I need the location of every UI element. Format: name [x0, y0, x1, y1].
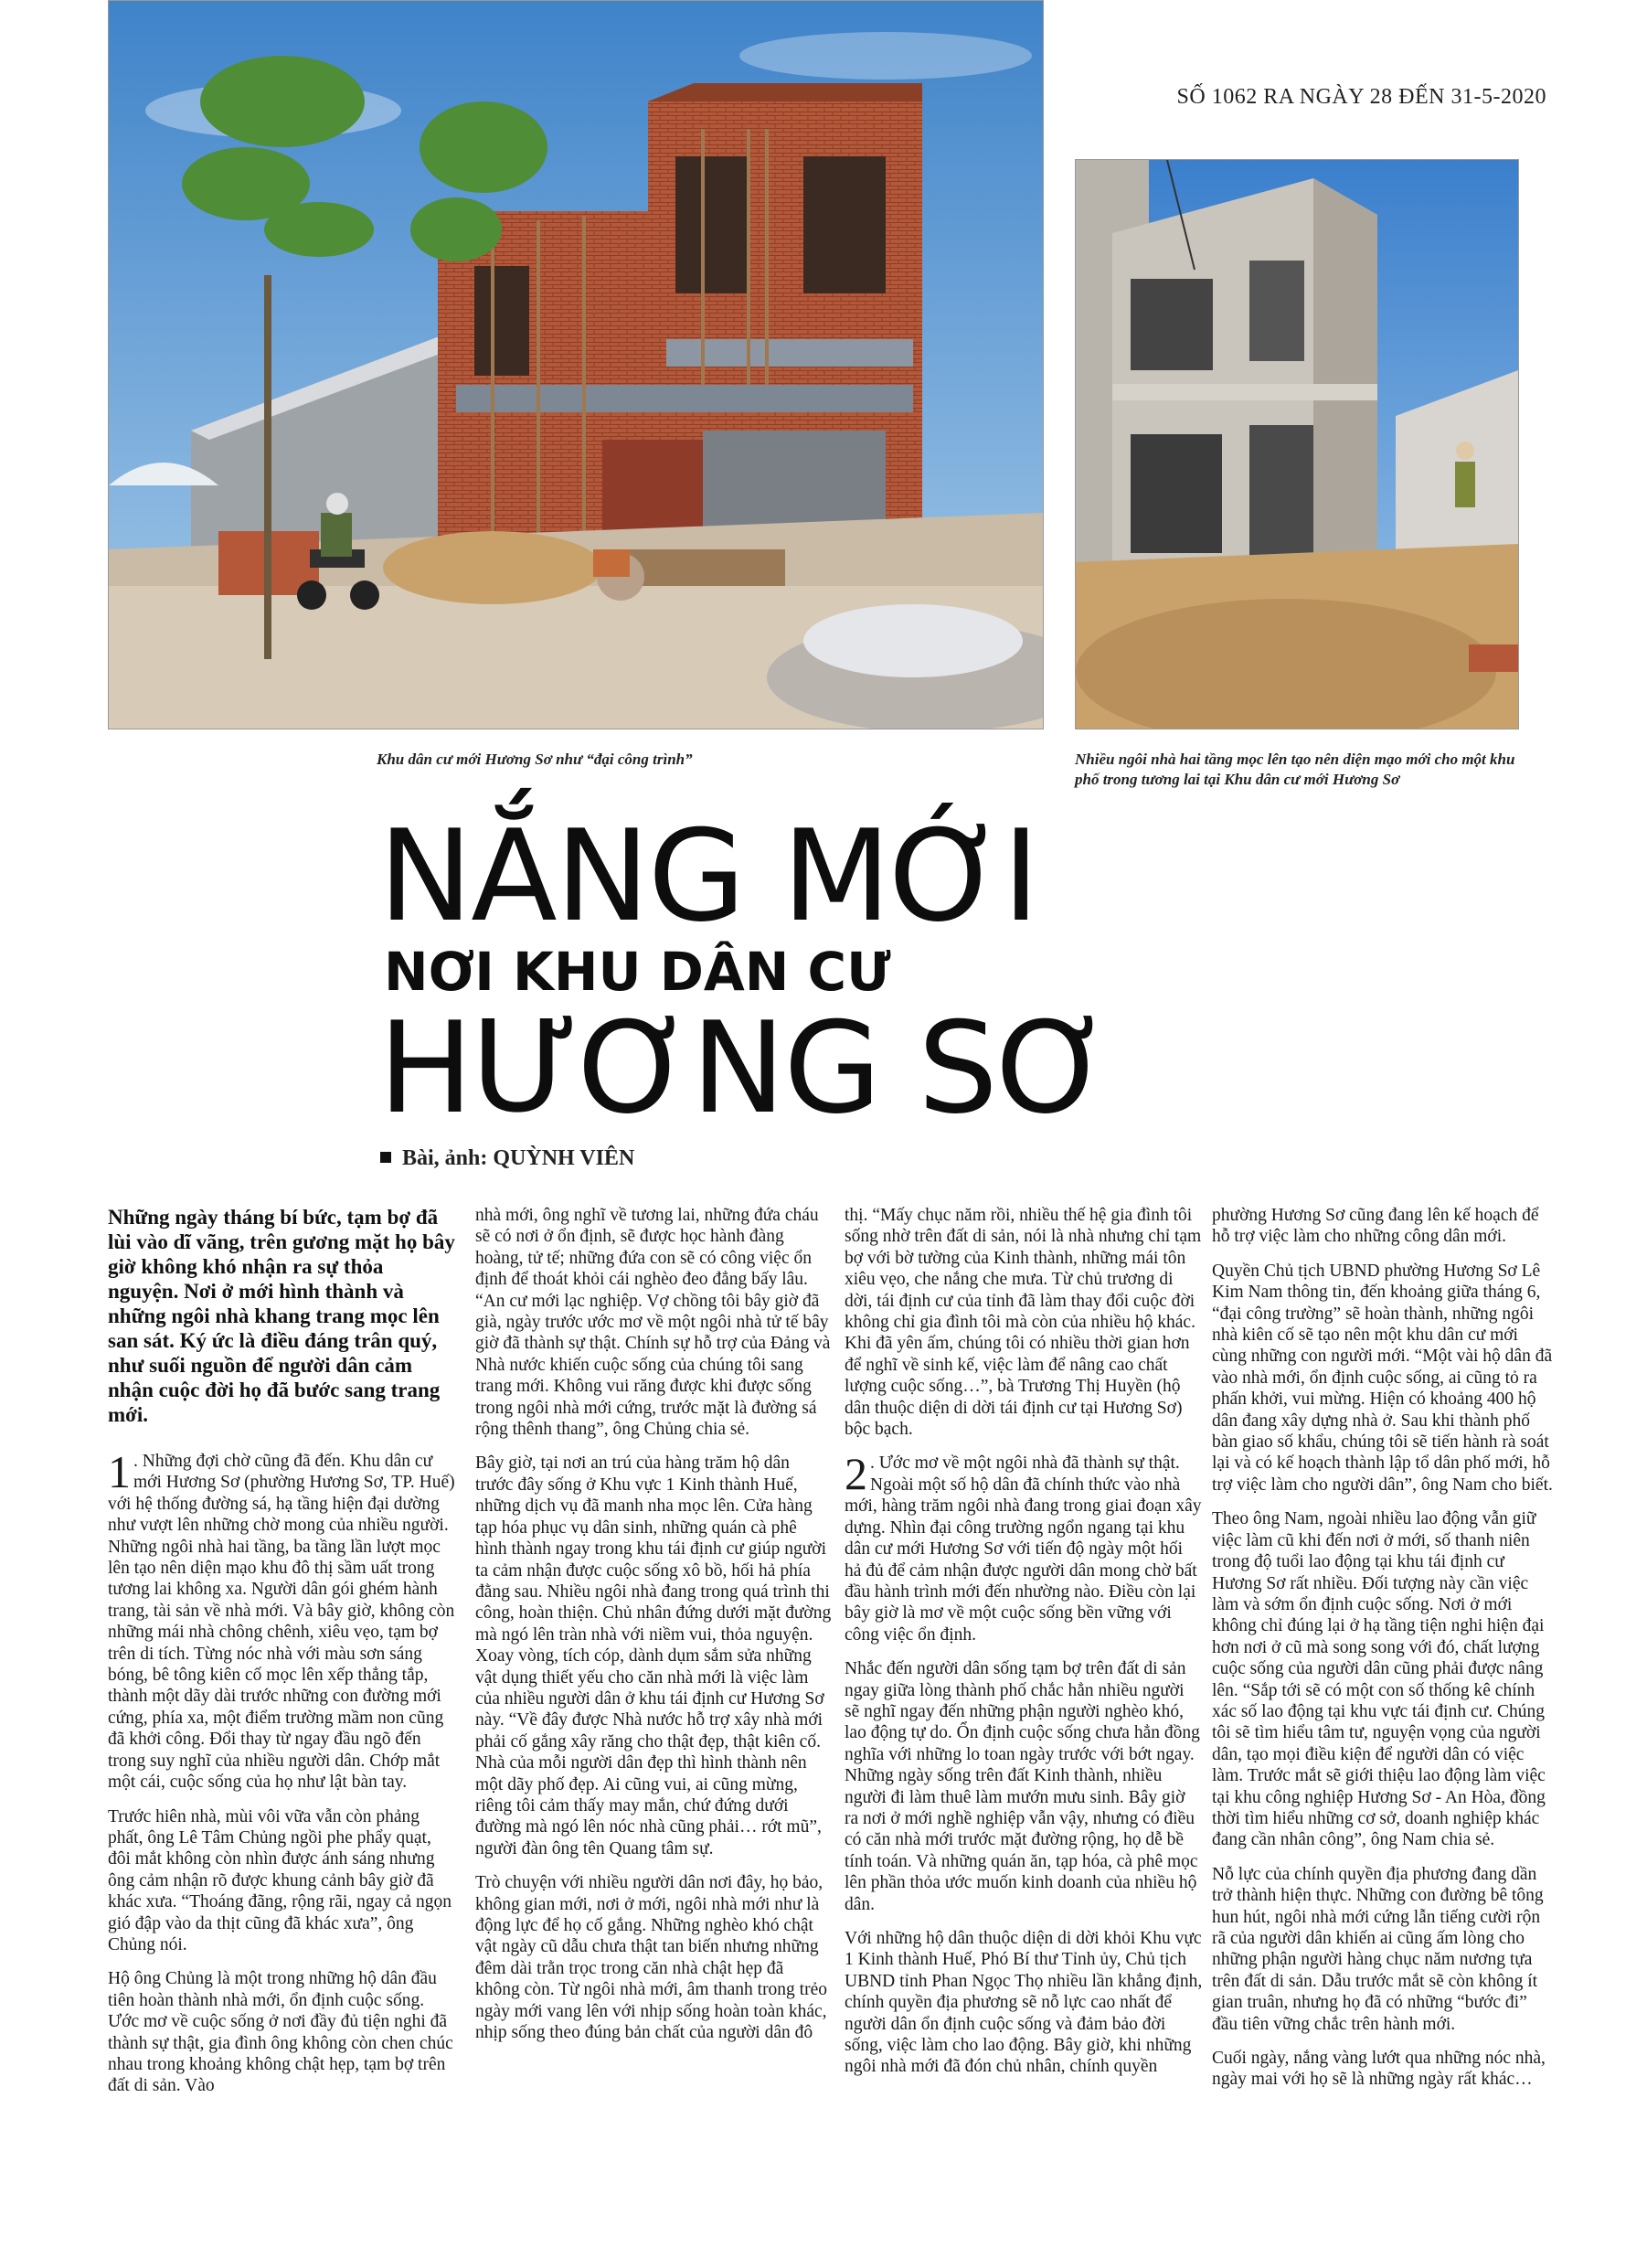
title-line-1: NẮNG MỚI	[378, 803, 1038, 950]
paragraph-11: phường Hương Sơ cũng đang lên kế hoạch để hỗ trợ việc làm cho những công dân mới.	[1212, 1206, 1539, 1247]
article-column-1	[108, 1205, 455, 2110]
paragraph-8-text: . Ước mơ về một ngôi nhà đã thành sự thật. Ngoài một số hộ dân đã chính thức vào nhà mới, hàng trăm ngôi nhà đang trong giai đoạn xây dựng. Nhìn đại công trường ngổn ngang tại khu dân cư mới Hương Sơ với tiến độ ngày một hối hả đủ để cảm nhận được người dân mong chờ bất đầu hành trình mới đến nhường nào. Điều còn lại bây giờ là mơ về một cuộc sống bền vững với công việc ổn định.	[845, 1453, 1202, 1645]
paragraph-13: Theo ông Nam, ngoài nhiều lao động vẫn giữ việc làm cũ khi đến nơi ở mới, số thanh niên trong độ tuổi lao động tại khu tái định cư Hương Sơ rất nhiều. Đối tượng này cần việc làm và sớm ổn định cuộc sống. Nơi ở mới không chỉ đúng lại ở hạ tầng tiện nghi hiện đại hơn nơi ở cũ mà song song với đó, chất lượng cuộc sống của người dân cũng phải được nâng lên. “Sắp tới sẽ có một con số thống kê chính xác số lao động tại khu vực tái định cư. Chúng tôi sẽ tìm hiểu tâm tư, nguyện vọng của người dân, tạo mọi điều kiện để người dân có việc làm. Trước mắt sẽ giới thiệu lao động làm việc tại khu công nghiệp Hương Sơ - An Hòa, đồng thời tìm hiểu những cơ sở, doanh nghiệp khác đang cần nhân công”, ông Nam chia sẻ.	[1212, 1509, 1546, 1850]
title-line-3: HƯƠNG SƠ	[378, 995, 1110, 1142]
paragraph-9: Nhắc đến người dân sống tạm bợ trên đất di sản ngay giữa lòng thành phố chắc hẳn nhiều người sẽ nghĩ ngay đến những phận người nghèo khó, lao động tự do. Ổn định cuộc sống chưa hẳn đồng nghĩa với những lo toan ngày trước với bớt ngay. Những ngày sống trên đất Kinh thành, nhiều người đi làm thuê làm mướn mưu sinh. Bây giờ ra nơi ở mới nghề nghiệp vẫn vậy, nhưng có điều có căn nhà mới trước mặt đường rộng, họ dễ bề tính toán. Và những quán ăn, tạp hóa, cà phê mọc lên phần thỏa ước muốn kinh doanh của nhiều hộ dân.	[845, 1659, 1200, 1914]
construction-site-photo	[108, 0, 1044, 729]
paragraph-10: Với những hộ dân thuộc diện di dời khỏi Khu vực 1 Kinh thành Huế, Phó Bí thư Tỉnh ủy, Chủ tịch UBND tỉnh Phan Ngọc Thọ nhiều lần khẳng định, chính quyền địa phương sẽ nỗ lực cao nhất để người dân ổn định cuộc sống và đảm bảo đời sống, việc làm cho lao động. Bây giờ, khi những ngôi nhà mới đã đón chủ nhân, chính quyền	[845, 1929, 1203, 2077]
two-storey-house-photo	[1075, 159, 1519, 729]
photo1-caption: Khu dân cư mới Hương Sơ như “đại công trình”	[377, 751, 693, 768]
paragraph-1	[108, 1446, 455, 1794]
article-column-4	[1212, 1205, 1556, 2103]
paragraph-2: Trước hiên nhà, mùi vôi vữa vẫn còn phảng phất, ông Lê Tâm Chủng ngồi phe phẩy quạt, đôi mắt không còn nhìn được ánh sáng nhưng ông cảm nhận rõ được khung cảnh bây giờ đã khác xưa. “Thoáng đãng, rộng rãi, ngay cả ngọn gió đập vào da thịt cũng đã khác xưa”, ông Chủng nói.	[108, 1806, 452, 1954]
paragraph-3: Hộ ông Chủng là một trong những hộ dân đầu tiên hoàn thành nhà mới, ổn định cuộc sống. Ước mơ về cuộc sống ở nơi đầy đủ tiện nghi đã thành sự thật, gia đình ông không còn chen chúc nhau trong khoảng không chật hẹp, tạm bợ trên đất di sản. Vào	[108, 1969, 453, 2096]
article-column-2	[475, 1205, 832, 2056]
paragraph-14: Nỗ lực của chính quyền địa phương đang dần trở thành hiện thực. Những con đường bê tông hun hút, ngôi nhà mới cứng lẫn tiếng cười rộn rã của người dân khiến ai cũng ấm lòng cho những phận người hàng chục năm nương tựa trên đất di sản. Dẫu trước mắt sẽ còn không ít gian truân, nhưng họ đã có những “bước đi” đầu tiên vững chắc trên hành mới.	[1212, 1864, 1544, 2034]
lead-paragraph: Những ngày tháng bí bức, tạm bợ đã lùi vào dĩ vãng, trên gương mặt họ bây giờ không khó nhận ra sự thỏa nguyện. Nơi ở mới hình thành và những ngôi nhà khang trang mọc lên san sát. Ký ức là điều đáng trân quý, như suối nguồn để người dân cảm nhận cuộc đời họ đã bước sang trang mới.	[108, 1206, 455, 1426]
dropcap-2: 2	[845, 1448, 867, 1500]
photo2-caption: Nhiều ngôi nhà hai tầng mọc lên tạo nên diện mạo mới cho một khu phố trong tương lai tại Khu dân cư mới Hương Sơ	[1075, 751, 1515, 788]
paragraph-8	[845, 1448, 1203, 1645]
paragraph-4: nhà mới, ông nghĩ về tương lai, những đứa cháu sẽ có nơi ở ổn định, sẽ được học hành đàng hoàng, tử tế; những đứa con sẽ có công việc ổn định để thoát khỏi cái nghèo đeo đẳng bấy lâu. “An cư mới lạc nghiệp. Vợ chồng tôi bây giờ đã già, ngày trước ước mơ về một ngôi nhà tử tế bây giờ đã thành sự thật. Chính sự hỗ trợ của Đảng và Nhà nước khiến cuộc sống của chúng tôi sang trang mới. Không vui răng được khi được sống trong ngôi nhà mới cứng, trước mặt là đường sá rộng thênh thang”, ông Chủng chia sẻ.	[475, 1206, 831, 1440]
byline-bullet-icon	[380, 1152, 391, 1163]
title-line-2: NƠI KHU DÂN CƯ	[384, 941, 891, 1003]
paragraph-6: Trò chuyện với nhiều người dân nơi đây, họ bảo, không gian mới, nơi ở mới, ngôi nhà mới như là động lực để họ cố gắng. Những nghèo khó chật vật ngày cũ dẫu chưa thật tan biến nhưng những đêm dài trằn trọc trong căn nhà chật hẹp đã không còn. Từ ngôi nhà mới, âm thanh trong trẻo ngày mới vang lên với nhịp sống hoàn toàn khác, nhịp sống theo đúng bản chất của người dân đô	[475, 1873, 828, 2043]
issue-info: SỐ 1062 RA NGÀY 28 ĐẾN 31-5-2020	[1176, 85, 1546, 109]
dropcap-1: 1	[108, 1446, 131, 1497]
paragraph-1-text: . Những đợi chờ cũng đã đến. Khu dân cư mới Hương Sơ (phường Hương Sơ, TP. Huế) với hệ thống đường sá, hạ tầng hiện đại dường như vượt lên những chờ mong của nhiều người. Những ngôi nhà hai tầng, ba tầng lần lượt mọc lên tạo nên diện mạo khu đô thị sầm uất trong tương lai không xa. Người dân gói ghém hành trang, tài sản về nhà mới. Và bây giờ, không còn những mái nhà chông chênh, xiêu vẹo, tạm bợ trên di tích. Từng nóc nhà với màu sơn sáng bóng, bê tông kiên cố mọc lên xếp thẳng tắp, thành một dãy dài trước những con đường mới cứng, phía xa, một điểm trường mầm non cũng đã khởi công. Đổi thay từ ngay đầu ngõ đến trong suy nghĩ của nhiều người dân. Chớp mắt một cái, cuộc sống của họ như lật bàn tay.	[108, 1452, 455, 1793]
byline-text: Bài, ảnh: QUỲNH VIÊN	[402, 1146, 635, 1170]
paragraph-5: Bây giờ, tại nơi an trú của hàng trăm hộ dân trước đây sống ở Khu vực 1 Kinh thành Huế, những dịch vụ đã manh nha mọc lên. Cửa hàng tạp hóa phục vụ dân sinh, những quán cà phê hình thành ngay trong khu tái định cư giúp người ta cảm nhận được cuộc sống xô bồ, hối hả phía đằng sau. Nhiều ngôi nhà đang trong quá trình thi công, hoàn thiện. Chủ nhân đứng dưới mặt đường mà ngó lên tràn nhà với niềm vui, thỏa nguyện. Xoay vòng, tích cóp, dành dụm sắm sửa những vật dụng thiết yếu cho căn nhà mới là việc làm của nhiều người dân ở khu tái định cư Hương Sơ này. “Về đây được Nhà nước hỗ trợ xây nhà mới phải cố gắng xây răng cho thật đẹp, thật kiên cố. Nhà của mỗi người dân đẹp thì hình thành nên một dãy phố đẹp. Ai cũng vui, ai cũng mừng, riêng tôi cảm thấy may mắn, chứ đứng dưới đường mà ngó lên nóc nhà cũng phải… rớt mũ”, người đàn ông tên Quang tâm sự.	[475, 1453, 832, 1858]
article-column-3	[845, 1205, 1203, 2091]
paragraph-12: Quyền Chủ tịch UBND phường Hương Sơ Lê Kim Nam thông tin, đến khoảng giữa tháng 6, “đại công trường” sẽ hoàn thành, những ngôi nhà kiên cố sẽ tạo nên một khu dân cư mới cùng những con người mới. “Một vài hộ dân đã vào nhà mới, ổn định cuộc sống, ai cũng tỏ ra phấn khởi, vui mừng. Hiện có khoảng 400 hộ dân đang xây dựng nhà ở. Sau khi thành phố bàn giao số khẩu, chúng tôi sẽ tiến hành rà soát lại và có kế hoạch thành lập tổ dân phố mới, hỗ trợ việc làm cho người dân”, ông Nam cho biết.	[1212, 1261, 1553, 1495]
paragraph-7: thị. “Mấy chục năm rồi, nhiều thế hệ gia đình tôi sống nhờ trên đất di sản, nói là nhà nhưng chỉ tạm bợ với bờ tường của Kinh thành, những mái tôn xiêu vẹo, che nắng che mưa. Từ chủ trương di dời, tái định cư của tỉnh đã làm thay đổi cuộc đời không chỉ gia đình tôi mà còn của nhiều hộ khác. Khi đã yên ấm, chúng tôi có nhiều thời gian hơn để nghĩ về sinh kế, việc làm để nâng cao chất lượng cuộc sống…”, bà Trương Thị Huyền (hộ dân thuộc diện di dời tái định cư tại Hương Sơ) bộc bạch.	[845, 1206, 1202, 1440]
byline	[380, 1146, 634, 1171]
paragraph-15: Cuối ngày, nắng vàng lướt qua những nóc nhà, ngày mai với họ sẽ là những ngày rất khác…	[1212, 2049, 1546, 2090]
